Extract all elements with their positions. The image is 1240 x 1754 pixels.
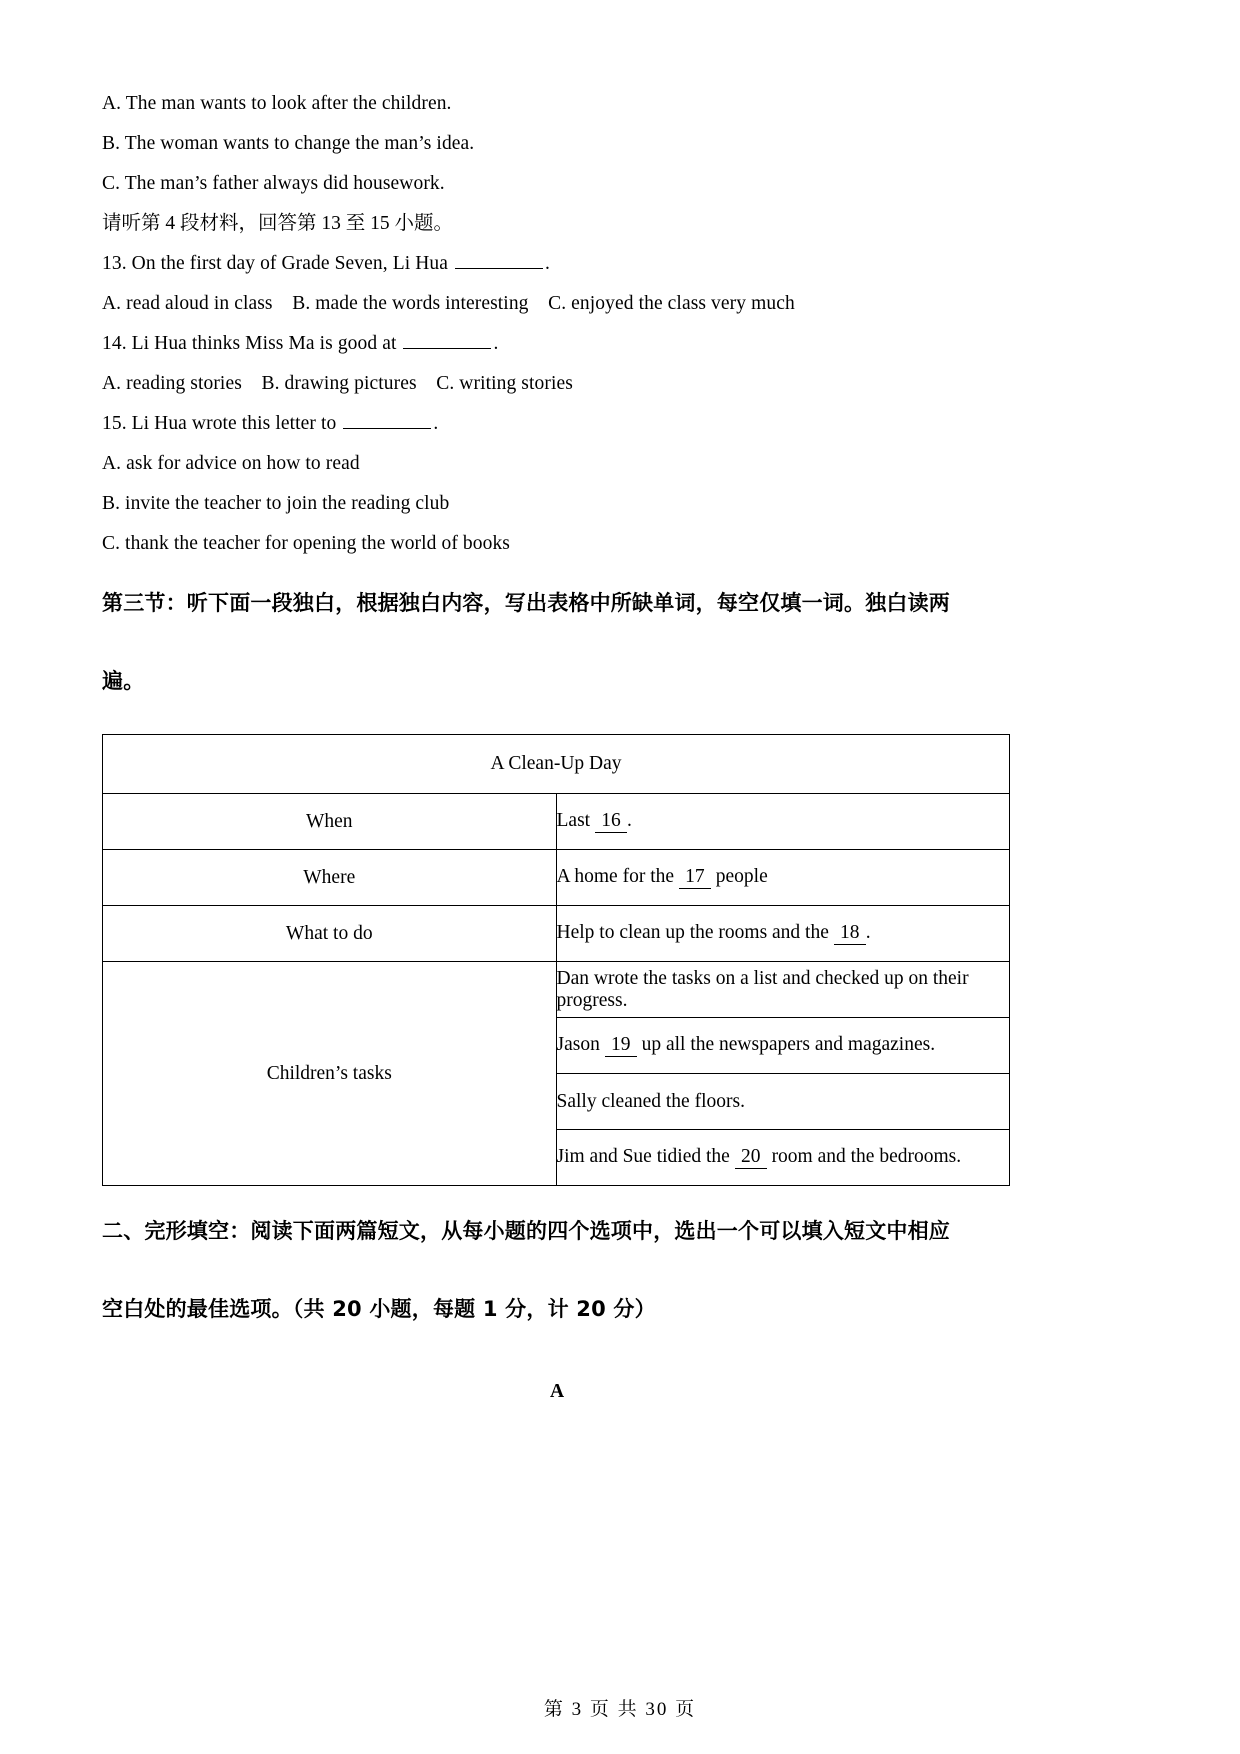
table-row <box>103 794 1010 850</box>
question-15-tail: . <box>433 413 439 434</box>
value-text-before: Dan wrote the tasks on a list and checked up on their progress. <box>556 967 969 1011</box>
task-value-jim-sue <box>556 1130 1010 1186</box>
question-13 <box>102 244 1012 284</box>
value-text-before: Sally cleaned the floors. <box>556 1090 745 1112</box>
answer-blank-19[interactable]: 19 <box>605 1035 637 1056</box>
answer-blank-17[interactable]: 17 <box>679 867 711 888</box>
value-text-before: Jim and Sue tidied the <box>556 1146 735 1168</box>
table-title-row <box>103 735 1010 794</box>
question-14-stem: 14. Li Hua thinks Miss Ma is good at <box>102 333 402 354</box>
table-title: A Clean-Up Day <box>103 735 1010 794</box>
answer-blank-14[interactable] <box>403 333 491 349</box>
table-row <box>103 962 1010 1018</box>
value-text-before: Last <box>556 810 595 832</box>
table-row <box>103 850 1010 906</box>
question-15-stem: 15. Li Hua wrote this letter to <box>102 413 342 434</box>
answer-blank-20[interactable]: 20 <box>735 1147 767 1168</box>
task-value-jason <box>556 1018 1010 1074</box>
question-13-stem: 13. On the first day of Grade Seven, Li Hua <box>102 253 453 274</box>
answer-blank-13[interactable] <box>455 253 543 269</box>
question-13-tail: . <box>544 253 550 274</box>
option-line-14: A. reading stories B. drawing pictures C. writing stories <box>102 373 573 394</box>
value-text-after: people <box>710 866 768 888</box>
option-line-12c: C. The man’s father always did housework. <box>102 173 445 194</box>
value-text-after: . <box>865 922 871 944</box>
value-text-before: A home for the <box>556 866 679 888</box>
value-text-after: room and the bedrooms. <box>766 1146 962 1168</box>
table-row <box>103 906 1010 962</box>
question-14-tail: . <box>493 333 499 354</box>
value-text-before: Jason <box>556 1034 605 1056</box>
page-footer: 第 3 页 共 30 页 <box>543 1699 697 1720</box>
question-14 <box>102 324 1012 364</box>
passage-letter-a: A <box>549 1381 565 1402</box>
value-text-before: Help to clean up the rooms and the <box>556 922 834 944</box>
task-value-sally <box>556 1074 1010 1130</box>
row-label-when: When <box>103 794 557 850</box>
option-line-13: A. read aloud in class B. made the words interesting C. enjoyed the class very much <box>102 293 795 314</box>
section-two-heading-line2: 空白处的最佳选项。（共 20 小题，每题 1 分，计 20 分） <box>102 1297 656 1321</box>
answer-blank-15[interactable] <box>343 413 431 429</box>
clean-up-day-table <box>102 734 1010 1186</box>
row-value-when <box>556 794 1010 850</box>
material-note: 请听第 4 段材料，回答第 13 至 15 小题。 <box>102 213 454 234</box>
option-line-15c: C. thank the teacher for opening the world of books <box>102 533 510 554</box>
answer-blank-16[interactable]: 16 <box>595 811 627 832</box>
option-line-12a: A. The man wants to look after the children. <box>102 93 452 114</box>
task-value-dan <box>556 962 1010 1018</box>
section-three-heading-line2: 遍。 <box>102 669 145 693</box>
value-text-after: up all the newspapers and magazines. <box>636 1034 936 1056</box>
row-value-what-to-do <box>556 906 1010 962</box>
section-three-heading-line1: 第三节：听下面一段独白，根据独白内容，写出表格中所缺单词，每空仅填一词。独白读两 <box>102 591 950 615</box>
section-two-heading-line1: 二、完形填空：阅读下面两篇短文，从每小题的四个选项中，选出一个可以填入短文中相应 <box>102 1219 950 1243</box>
row-value-where <box>556 850 1010 906</box>
question-15 <box>102 404 1012 444</box>
row-label-childrens-tasks: Children’s tasks <box>103 962 557 1186</box>
option-line-12b: B. The woman wants to change the man’s idea. <box>102 133 475 154</box>
page-content <box>102 84 1012 1434</box>
row-label-what-to-do: What to do <box>103 906 557 962</box>
option-line-15a: A. ask for advice on how to read <box>102 453 360 474</box>
option-line-15b: B. invite the teacher to join the reading club <box>102 493 450 514</box>
row-label-where: Where <box>103 850 557 906</box>
value-text-after: . <box>626 810 632 832</box>
answer-blank-18[interactable]: 18 <box>834 923 866 944</box>
